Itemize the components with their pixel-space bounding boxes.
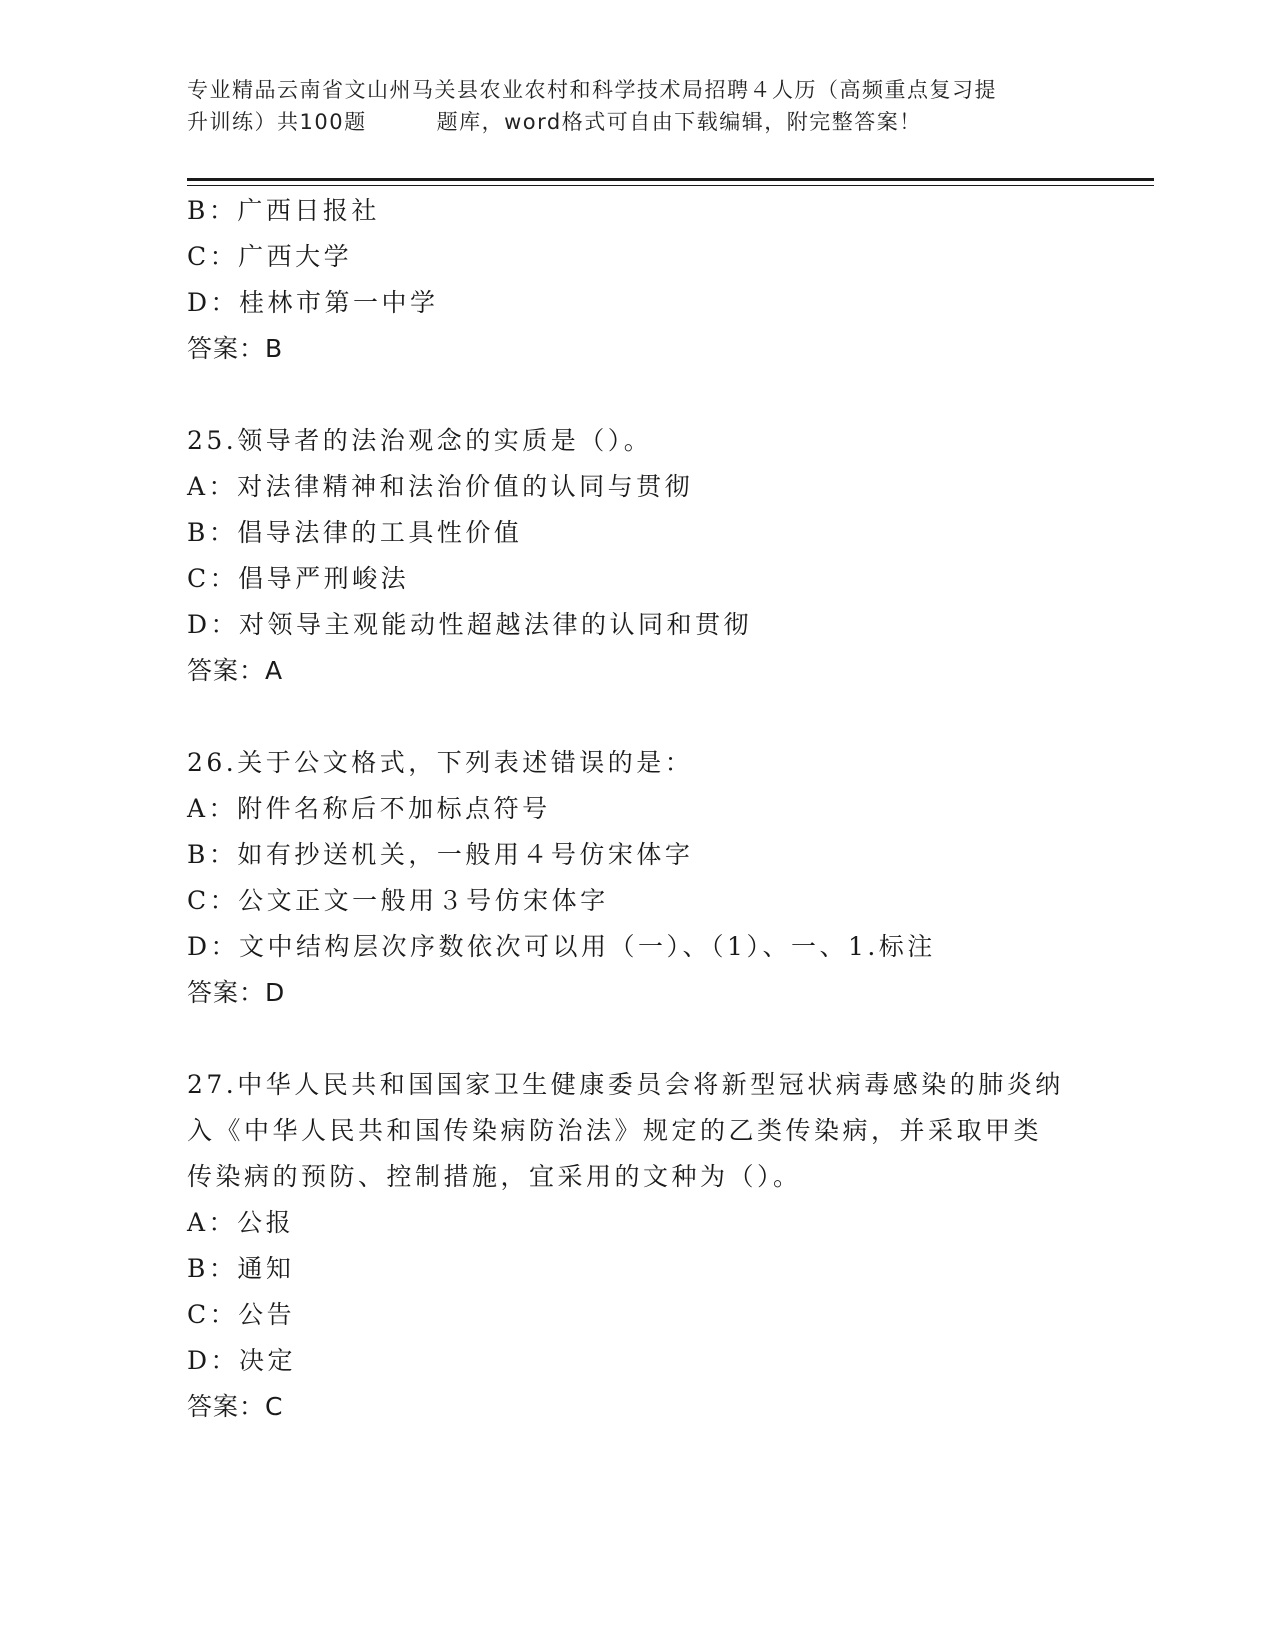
header-divider-thin — [187, 185, 1154, 186]
option-text: 桂林市第一中学 — [239, 288, 439, 317]
option-label: D： — [187, 288, 240, 317]
option-row — [187, 1200, 1087, 1246]
option-text: 对法律精神和法治价值的认同与贯彻 — [237, 472, 694, 501]
option-label: B： — [187, 518, 238, 547]
option-label: A： — [187, 472, 238, 501]
question-stem-line: 入《中华人民共和国传染病防治法》规定的乙类传染病，并采取甲类 — [187, 1116, 1043, 1145]
option-row — [187, 602, 1087, 648]
answer-line: 答案：D — [187, 978, 286, 1007]
option-row — [187, 1292, 1087, 1338]
option-label: B： — [187, 840, 238, 869]
option-text: 公告 — [238, 1300, 296, 1329]
option-row — [187, 878, 1087, 924]
option-row — [187, 1246, 1087, 1292]
option-label: A： — [187, 1208, 238, 1237]
header-divider-thick — [187, 178, 1154, 181]
option-row — [187, 464, 1087, 510]
option-label: A： — [187, 794, 238, 823]
header-line-1: 专业精品云南省文山州马关县农业农村和科学技术局招聘４人历（高频重点复习提 — [187, 78, 997, 102]
option-text: 文中结构层次序数依次可以用（一）、（1）、一、1.标注 — [239, 932, 936, 961]
question-stem: 26.关于公文格式，下列表述错误的是： — [187, 748, 694, 777]
option-text: 通知 — [237, 1254, 295, 1283]
question-stem-line: 27.中华人民共和国国家卫生健康委员会将新型冠状病毒感染的肺炎纳 — [187, 1070, 1064, 1099]
option-label: D： — [187, 1346, 240, 1375]
option-label: C： — [187, 886, 239, 915]
answer-line: 答案：A — [187, 656, 284, 685]
question-stem-line: 传染病的预防、控制措施，宜采用的文种为（）。 — [187, 1162, 802, 1191]
answer-line: 答案：B — [187, 334, 284, 363]
option-label: C： — [187, 1300, 239, 1329]
option-row — [187, 924, 1087, 970]
option-label: D： — [187, 932, 240, 961]
option-text: 倡导严刑峻法 — [238, 564, 410, 593]
header-line-2 — [187, 106, 1087, 138]
answer-line: 答案：C — [187, 1392, 284, 1421]
option-row — [187, 510, 1087, 556]
option-label: C： — [187, 564, 239, 593]
question-stem: 25.领导者的法治观念的实质是（）。 — [187, 426, 653, 455]
option-text: 公文正文一般用３号仿宋体字 — [238, 886, 609, 915]
header-line-2-right: 题库，word格式可自由下载编辑，附完整答案！ — [436, 110, 922, 134]
option-text: 公报 — [237, 1208, 295, 1237]
option-label: D： — [187, 610, 240, 639]
option-text: 决定 — [239, 1346, 297, 1375]
option-row — [187, 188, 1087, 234]
question-27 — [187, 1062, 1087, 1430]
option-text: 广西大学 — [238, 242, 353, 271]
option-row — [187, 786, 1087, 832]
option-text: 倡导法律的工具性价值 — [237, 518, 523, 547]
option-label: B： — [187, 196, 238, 225]
header-line-2-left: 升训练）共100题 — [187, 110, 367, 134]
option-label: B： — [187, 1254, 238, 1283]
option-text: 对领导主观能动性超越法律的认同和贯彻 — [239, 610, 753, 639]
question-list — [187, 188, 1087, 1430]
page-header — [187, 74, 1087, 138]
option-label: C： — [187, 242, 239, 271]
option-row — [187, 280, 1087, 326]
question-26 — [187, 740, 1087, 1016]
option-text: 附件名称后不加标点符号 — [237, 794, 551, 823]
option-text: 如有抄送机关，一般用４号仿宋体字 — [237, 840, 694, 869]
option-row — [187, 1338, 1087, 1384]
question-25 — [187, 418, 1087, 694]
option-row — [187, 556, 1087, 602]
option-text: 广西日报社 — [237, 196, 380, 225]
option-row — [187, 832, 1087, 878]
option-row — [187, 234, 1087, 280]
prev-question-block — [187, 188, 1087, 372]
